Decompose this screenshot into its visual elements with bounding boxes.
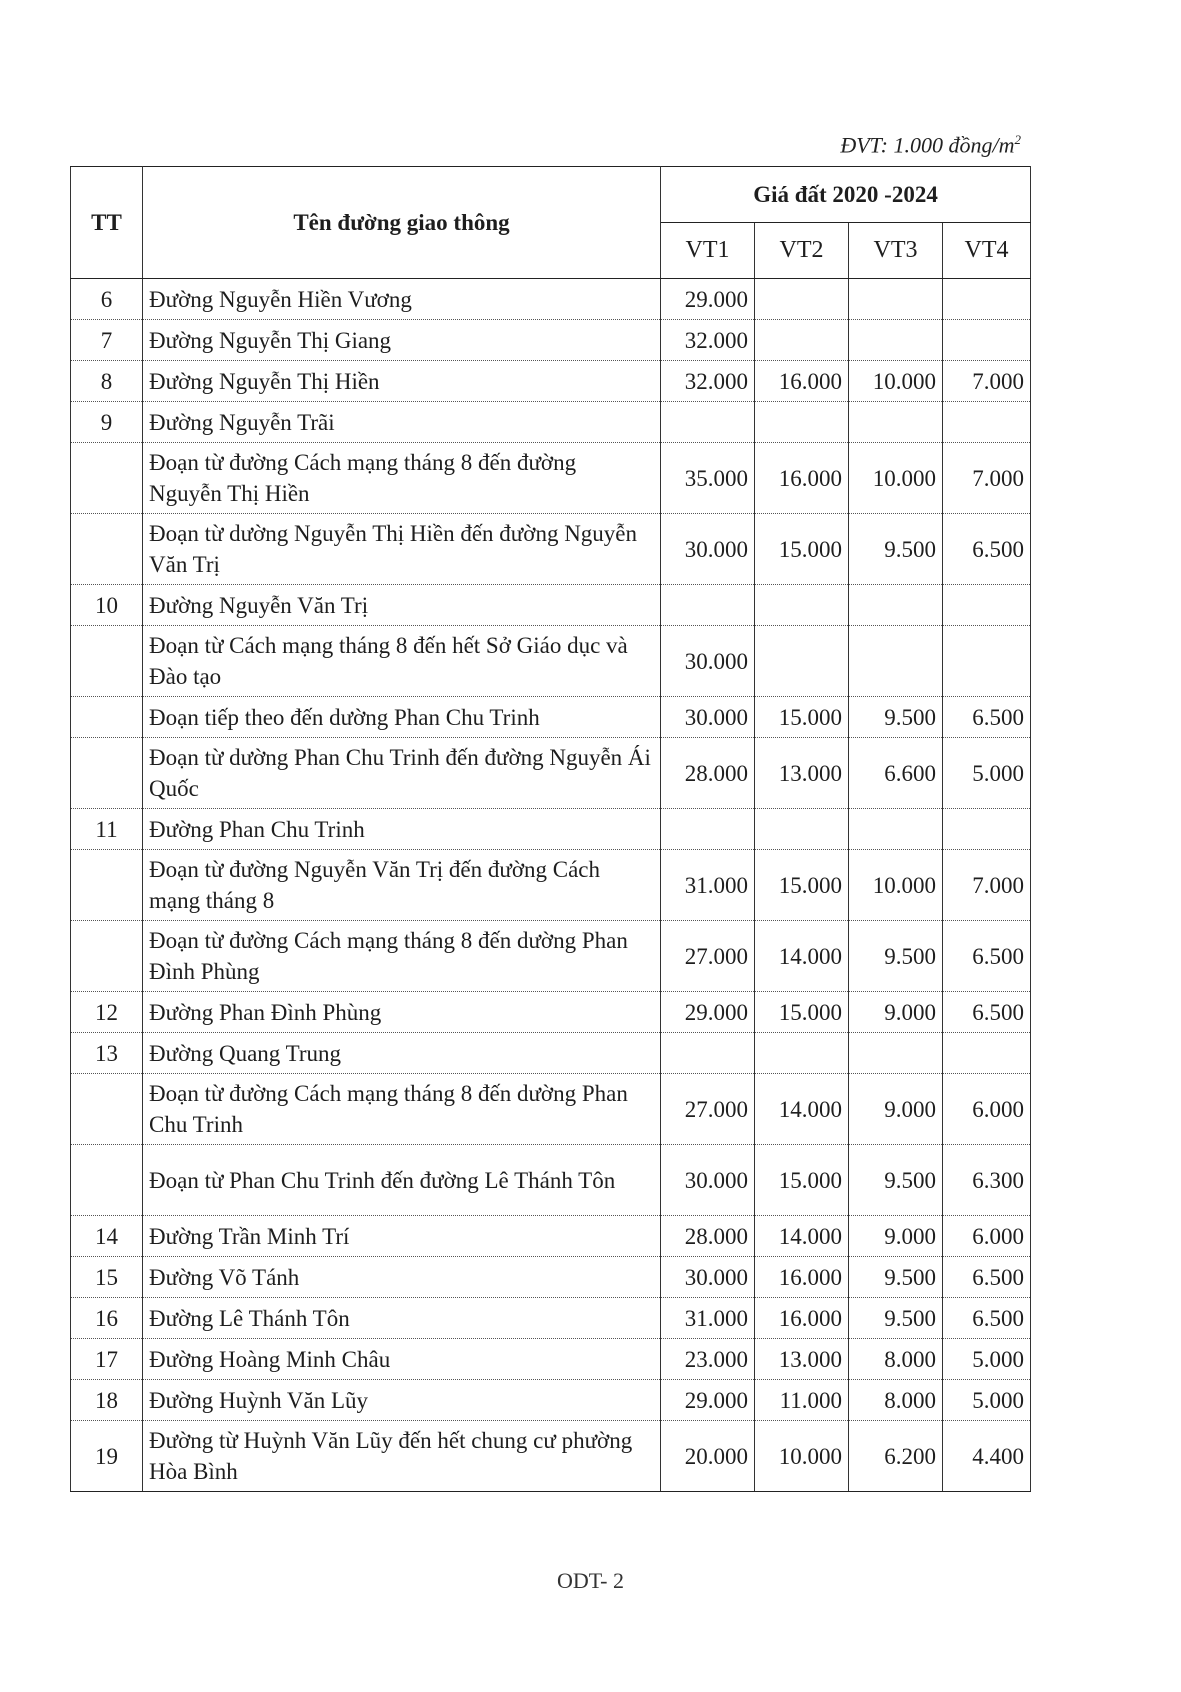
row-tt (71, 697, 143, 738)
row-vt2: 16.000 (755, 443, 849, 514)
table-body (71, 279, 1031, 1492)
row-street-name: Đường Huỳnh Văn Lũy (143, 1380, 661, 1421)
row-vt3 (849, 809, 943, 850)
row-vt3: 9.000 (849, 992, 943, 1033)
header-vt2: VT2 (755, 223, 849, 279)
row-vt2 (755, 402, 849, 443)
row-vt1: 32.000 (661, 320, 755, 361)
row-tt (71, 626, 143, 697)
row-vt2: 15.000 (755, 992, 849, 1033)
row-vt4: 6.000 (943, 1216, 1031, 1257)
row-vt4: 7.000 (943, 850, 1031, 921)
row-vt2: 14.000 (755, 1074, 849, 1145)
row-vt4: 5.000 (943, 738, 1031, 809)
row-vt2 (755, 1033, 849, 1074)
table-row (71, 361, 1031, 402)
row-vt3: 9.500 (849, 1257, 943, 1298)
table-row (71, 1339, 1031, 1380)
row-tt: 12 (71, 992, 143, 1033)
row-tt: 18 (71, 1380, 143, 1421)
table-row (71, 1033, 1031, 1074)
row-vt4: 6.500 (943, 514, 1031, 585)
row-vt1: 27.000 (661, 921, 755, 992)
row-tt: 14 (71, 1216, 143, 1257)
table-row (71, 921, 1031, 992)
row-vt4: 6.300 (943, 1145, 1031, 1216)
row-vt3: 9.500 (849, 697, 943, 738)
row-tt: 16 (71, 1298, 143, 1339)
row-vt3: 10.000 (849, 361, 943, 402)
row-tt (71, 921, 143, 992)
row-street-name: Đường Nguyễn Thị Hiền (143, 361, 661, 402)
row-vt3: 10.000 (849, 443, 943, 514)
table-row (71, 850, 1031, 921)
row-vt4 (943, 585, 1031, 626)
row-street-name: Đường Quang Trung (143, 1033, 661, 1074)
table-row (71, 1380, 1031, 1421)
row-vt4 (943, 809, 1031, 850)
row-street-name: Đoạn từ Phan Chu Trinh đến đường Lê Thánh Tôn (143, 1145, 661, 1216)
row-tt (71, 1145, 143, 1216)
row-vt3: 9.500 (849, 1298, 943, 1339)
row-vt4: 6.000 (943, 1074, 1031, 1145)
row-street-name: Đường Nguyễn Trãi (143, 402, 661, 443)
row-vt2 (755, 626, 849, 697)
row-vt2: 15.000 (755, 514, 849, 585)
row-tt: 19 (71, 1421, 143, 1492)
row-vt4: 6.500 (943, 1257, 1031, 1298)
row-vt4 (943, 626, 1031, 697)
header-street-name: Tên đường giao thông (143, 167, 661, 279)
row-vt4: 5.000 (943, 1380, 1031, 1421)
row-vt1: 30.000 (661, 514, 755, 585)
row-street-name: Đoạn từ đường Nguyễn Văn Trị đến đường Cách mạng tháng 8 (143, 850, 661, 921)
table-row (71, 992, 1031, 1033)
row-tt (71, 1074, 143, 1145)
row-vt1 (661, 809, 755, 850)
land-price-table (70, 166, 1031, 1492)
row-vt1: 20.000 (661, 1421, 755, 1492)
row-tt: 11 (71, 809, 143, 850)
row-vt3 (849, 585, 943, 626)
row-vt1: 30.000 (661, 1145, 755, 1216)
row-vt2: 11.000 (755, 1380, 849, 1421)
header-tt: TT (71, 167, 143, 279)
row-street-name: Đường Võ Tánh (143, 1257, 661, 1298)
row-vt4: 6.500 (943, 921, 1031, 992)
row-tt (71, 738, 143, 809)
row-vt4: 5.000 (943, 1339, 1031, 1380)
row-vt1 (661, 1033, 755, 1074)
row-vt2: 15.000 (755, 1145, 849, 1216)
row-vt3: 6.600 (849, 738, 943, 809)
row-vt4: 4.400 (943, 1421, 1031, 1492)
row-tt: 15 (71, 1257, 143, 1298)
row-tt: 9 (71, 402, 143, 443)
table-row (71, 1216, 1031, 1257)
row-street-name: Đường Nguyễn Văn Trị (143, 585, 661, 626)
row-vt2: 16.000 (755, 1298, 849, 1339)
row-vt1 (661, 402, 755, 443)
row-vt3: 8.000 (849, 1380, 943, 1421)
header-price-group: Giá đất 2020 -2024 (661, 167, 1031, 223)
row-vt2 (755, 320, 849, 361)
row-street-name: Đường Nguyễn Thị Giang (143, 320, 661, 361)
row-vt1: 29.000 (661, 1380, 755, 1421)
row-vt1: 29.000 (661, 279, 755, 320)
table-row (71, 809, 1031, 850)
row-vt4 (943, 320, 1031, 361)
table-row (71, 1257, 1031, 1298)
row-vt3: 9.500 (849, 514, 943, 585)
row-street-name: Đường Nguyễn Hiền Vương (143, 279, 661, 320)
table-row (71, 1421, 1031, 1492)
table-row (71, 697, 1031, 738)
row-street-name: Đoạn từ đường Cách mạng tháng 8 đến dường Phan Chu Trinh (143, 1074, 661, 1145)
row-vt4: 6.500 (943, 697, 1031, 738)
table-row (71, 585, 1031, 626)
table-row (71, 738, 1031, 809)
row-vt3: 9.500 (849, 1145, 943, 1216)
row-vt4: 6.500 (943, 992, 1031, 1033)
row-tt (71, 514, 143, 585)
row-vt4: 7.000 (943, 361, 1031, 402)
row-vt3 (849, 1033, 943, 1074)
table-row (71, 1298, 1031, 1339)
row-vt1: 30.000 (661, 1257, 755, 1298)
row-vt1: 28.000 (661, 1216, 755, 1257)
row-street-name: Đường Hoàng Minh Châu (143, 1339, 661, 1380)
row-vt4: 6.500 (943, 1298, 1031, 1339)
row-street-name: Đoạn tiếp theo đến dường Phan Chu Trinh (143, 697, 661, 738)
row-vt2: 13.000 (755, 1339, 849, 1380)
row-vt2: 15.000 (755, 697, 849, 738)
row-vt1: 30.000 (661, 697, 755, 738)
row-vt2: 14.000 (755, 1216, 849, 1257)
row-street-name: Đường Lê Thánh Tôn (143, 1298, 661, 1339)
row-vt3 (849, 402, 943, 443)
row-vt3 (849, 320, 943, 361)
row-vt3: 9.000 (849, 1216, 943, 1257)
row-street-name: Đường Phan Đình Phùng (143, 992, 661, 1033)
row-tt: 7 (71, 320, 143, 361)
row-vt4 (943, 402, 1031, 443)
row-tt (71, 850, 143, 921)
row-vt1: 32.000 (661, 361, 755, 402)
row-vt1: 23.000 (661, 1339, 755, 1380)
header-vt1: VT1 (661, 223, 755, 279)
page-footer: ODT- 2 (556, 1568, 625, 1593)
row-vt2: 10.000 (755, 1421, 849, 1492)
row-vt1: 30.000 (661, 626, 755, 697)
row-vt2 (755, 279, 849, 320)
row-vt3: 9.500 (849, 921, 943, 992)
table-row (71, 320, 1031, 361)
row-street-name: Đoạn từ đường Cách mạng tháng 8 đến đường Nguyễn Thị Hiền (143, 443, 661, 514)
row-vt2: 14.000 (755, 921, 849, 992)
row-street-name: Đoạn từ Cách mạng tháng 8 đến hết Sở Giáo dục và Đào tạo (143, 626, 661, 697)
row-street-name: Đường từ Huỳnh Văn Lũy đến hết chung cư phường Hòa Bình (143, 1421, 661, 1492)
row-vt1: 31.000 (661, 1298, 755, 1339)
row-vt1: 29.000 (661, 992, 755, 1033)
table-row (71, 443, 1031, 514)
row-vt2: 15.000 (755, 850, 849, 921)
row-vt2: 16.000 (755, 1257, 849, 1298)
row-vt3: 8.000 (849, 1339, 943, 1380)
unit-label: ĐVT: 1.000 đồng/$m^2$ (840, 132, 1021, 158)
row-tt: 6 (71, 279, 143, 320)
row-tt: 8 (71, 361, 143, 402)
row-vt4: 7.000 (943, 443, 1031, 514)
table-row (71, 1074, 1031, 1145)
row-tt: 13 (71, 1033, 143, 1074)
table-row (71, 626, 1031, 697)
row-vt3: 6.200 (849, 1421, 943, 1492)
row-vt1: 35.000 (661, 443, 755, 514)
table-row (71, 402, 1031, 443)
row-street-name: Đường Trần Minh Trí (143, 1216, 661, 1257)
row-vt1: 27.000 (661, 1074, 755, 1145)
row-street-name: Đường Phan Chu Trinh (143, 809, 661, 850)
row-street-name: Đoạn từ dường Phan Chu Trinh đến đường Nguyễn Ái Quốc (143, 738, 661, 809)
row-street-name: Đoạn từ dường Nguyễn Thị Hiền đến đường Nguyễn Văn Trị (143, 514, 661, 585)
row-vt1: 31.000 (661, 850, 755, 921)
header-vt4: VT4 (943, 223, 1031, 279)
row-vt1: 28.000 (661, 738, 755, 809)
header-vt3: VT3 (849, 223, 943, 279)
row-tt: 10 (71, 585, 143, 626)
row-vt3: 9.000 (849, 1074, 943, 1145)
row-vt2: 16.000 (755, 361, 849, 402)
row-vt3: 10.000 (849, 850, 943, 921)
row-tt (71, 443, 143, 514)
table-row (71, 279, 1031, 320)
row-vt2 (755, 809, 849, 850)
row-vt4 (943, 279, 1031, 320)
row-vt4 (943, 1033, 1031, 1074)
row-vt2 (755, 585, 849, 626)
row-vt1 (661, 585, 755, 626)
row-vt3 (849, 279, 943, 320)
row-tt: 17 (71, 1339, 143, 1380)
table-row (71, 514, 1031, 585)
row-street-name: Đoạn từ đường Cách mạng tháng 8 đến dường Phan Đình Phùng (143, 921, 661, 992)
table-row (71, 1145, 1031, 1216)
row-vt2: 13.000 (755, 738, 849, 809)
row-vt3 (849, 626, 943, 697)
